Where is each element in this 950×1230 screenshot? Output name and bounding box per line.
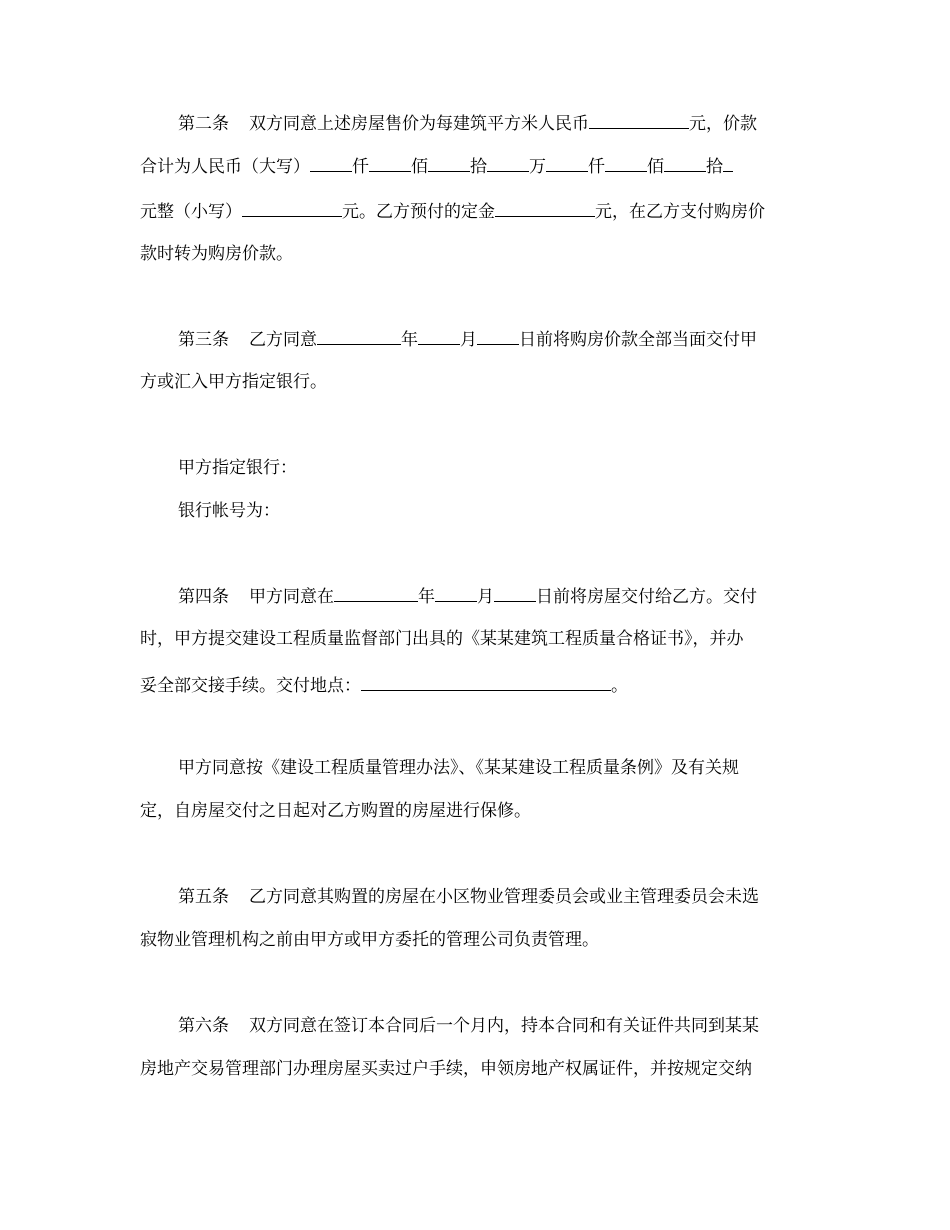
article-2-line-1 [178,112,757,135]
payment-day-blank[interactable] [477,328,519,345]
deposit-blank[interactable] [495,200,595,217]
bank-account-line [178,500,280,522]
article-4-text: 时，甲方提交建设工程质量监督部门出具的《某某建筑工程质量合格证书》，并办 [140,629,744,649]
bank-name-line [178,457,297,479]
amount-blank[interactable] [487,155,529,172]
bank-name-label: 甲方指定银行： [178,458,297,478]
unit-wan: 万 [529,157,546,177]
warranty-text: 定，自房屋交付之日起对乙方购置的房屋进行保修。 [140,801,531,821]
amount-blank[interactable] [310,155,352,172]
article-4-line-1 [178,585,757,608]
article-4-text: 。 [611,676,628,696]
article-6-text: 房地产交易管理部门办理房屋买卖过户手续，申领房地产权属证件，并按规定交纳 [140,1059,752,1079]
article-6-text: 双方同意在签订本合同后一个月内，持本合同和有关证件共同到某某 [249,1016,759,1036]
amount-blank[interactable] [369,155,411,172]
article-4-text: 甲方同意在 [249,587,334,607]
amount-blank[interactable] [723,155,733,172]
price-per-sqm-blank[interactable] [589,112,689,129]
article-2-line-4 [140,243,293,265]
unit-month: 月 [477,587,494,607]
article-3-text: 方或汇入甲方指定银行。 [140,372,327,392]
unit-shi: 拾 [470,157,487,177]
article-2-text: 元整（小写） [140,202,242,222]
article-5-text: 乙方同意其购置的房屋在小区物业管理委员会或业主管理委员会未选 [249,887,759,907]
article-6-line-2 [140,1058,752,1080]
delivery-location-blank[interactable] [361,674,611,691]
delivery-month-blank[interactable] [435,585,477,602]
article-5-label: 第五条 [178,887,229,907]
unit-month: 月 [460,330,477,350]
article-5-text: 寂物业管理机构之前由甲方或甲方委托的管理公司负责管理。 [140,930,599,950]
warranty-line-2 [140,800,531,822]
article-2-text: 款时转为购房价款。 [140,244,293,264]
amount-numeric-blank[interactable] [242,200,342,217]
amount-blank[interactable] [428,155,470,172]
article-2-text: 元，在乙方支付购房价 [595,202,765,222]
article-4-line-2 [140,628,744,650]
unit-bai: 佰 [647,157,664,177]
unit-qian: 仟 [352,157,369,177]
unit-qian: 仟 [588,157,605,177]
article-2-text: 合计为人民币（大写） [140,157,310,177]
article-3-label: 第三条 [178,330,229,350]
article-4-line-3 [140,674,628,697]
unit-shi: 拾 [706,157,723,177]
article-3-text: 日前将购房价款全部当面交付甲 [519,330,757,350]
article-2-line-3 [140,200,765,223]
article-5-line-2 [140,929,599,951]
warranty-text: 甲方同意按《建设工程质量管理办法》、《某某建设工程质量条例》及有关规 [178,758,739,778]
delivery-day-blank[interactable] [494,585,536,602]
article-3-line-1 [178,328,757,351]
payment-month-blank[interactable] [418,328,460,345]
payment-year-blank[interactable] [317,328,401,345]
amount-blank[interactable] [605,155,647,172]
unit-year: 年 [418,587,435,607]
article-6-label: 第六条 [178,1016,229,1036]
bank-account-label: 银行帐号为： [178,501,280,521]
unit-bai: 佰 [411,157,428,177]
article-6-line-1 [178,1015,759,1037]
article-3-line-2 [140,371,327,393]
amount-blank[interactable] [664,155,706,172]
article-2-text: 元，价款 [689,114,757,134]
article-4-label: 第四条 [178,587,229,607]
article-4-text: 妥全部交接手续。交付地点： [140,676,361,696]
delivery-year-blank[interactable] [334,585,418,602]
article-3-text: 乙方同意 [249,330,317,350]
article-4-text: 日前将房屋交付给乙方。交付 [536,587,757,607]
unit-year: 年 [401,330,418,350]
article-2-text: 双方同意上述房屋售价为每建筑平方米人民币 [249,114,589,134]
article-5-line-1 [178,886,759,908]
article-2-line-2 [140,155,733,178]
warranty-line-1 [178,757,739,779]
article-2-label: 第二条 [178,114,229,134]
amount-blank[interactable] [546,155,588,172]
article-2-text: 元。乙方预付的定金 [342,202,495,222]
